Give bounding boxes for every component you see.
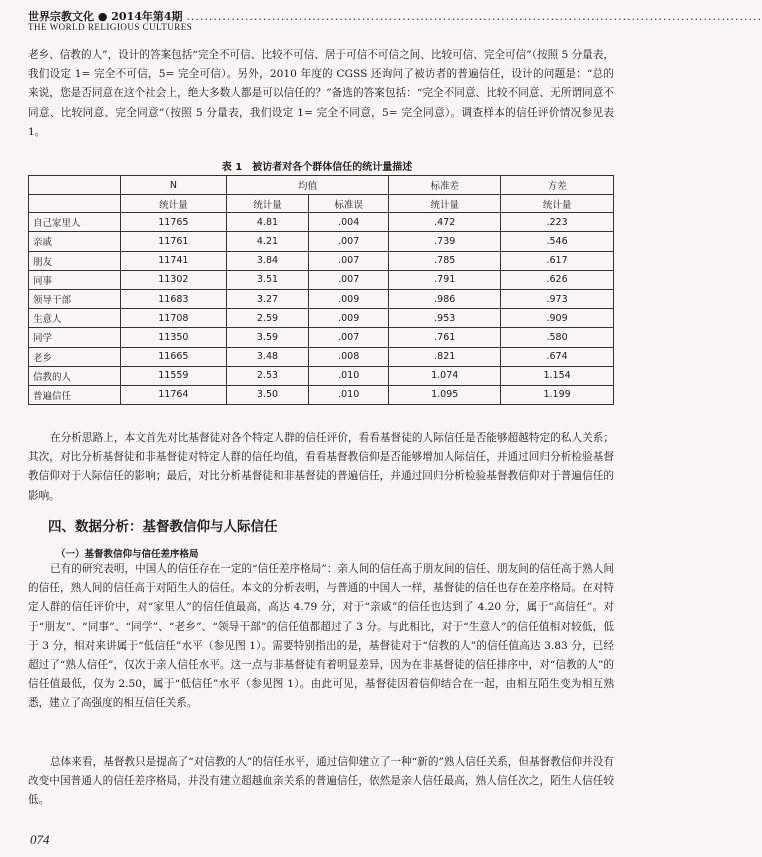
header-dots: ................................................................................................................................	[186, 10, 762, 23]
cell-var: .617	[501, 251, 614, 270]
cell-se: .009	[309, 289, 389, 308]
row-label: 自己家里人	[29, 213, 121, 232]
cell-n: 11761	[120, 232, 226, 251]
journal-english-title: THE WORLD RELIGIOUS CULTURES	[28, 22, 193, 32]
cell-sd: 1.074	[389, 366, 501, 385]
cell-var: .626	[501, 270, 614, 289]
cell-sd: 1.095	[389, 385, 501, 404]
cell-var: .580	[501, 328, 614, 347]
table-row	[29, 385, 614, 404]
cell-var: .223	[501, 213, 614, 232]
cell-sd: .953	[389, 309, 501, 328]
table-title: 表 1 被访者对各个群体信任的统计量描述	[221, 162, 413, 173]
cell-var: .973	[501, 289, 614, 308]
table-corner-cell	[29, 176, 121, 195]
body-paragraph-1: 已有的研究表明，中国人的信任存在一定的“信任差序格局”：亲人间的信任高于朋友间的信任、朋友间的信任高于熟人间的信任，熟人间的信任高于对陌生人的信任。本文的分析表明，与普通的中国人一样，基督徒的信任也存在差序格局。在对特定人群的信任评价中，对“家里人”的信任值最高，高达 4.79 分，对于“亲戚”的信任也达到了 4.20 分，属于“高信任”。对于“朋友”、“同事”、“同学”、“老乡”、“领导干部”的信任值都超过了 3 分。与此相比，对于“生意人”的信任值相对较低，低于 3 分，相对来讲属于“低信任”水平（参见图 1）。需要特别指出的是，基督徒对于“信教的人”的信任值高达 3.83 分，已经超过了“熟人信任”，仅次于亲人信任水平。这一点与非基督徒有着明显差异，因为在非基督徒的信任排序中，对“信教的人”的信任值最低，仅为 2.50，属于“低信任”水平（参见图 1）。由此可见，基督徒因着信仰结合在一起，由相互陌生变为相互熟悉，建立了高强度的相互信任关系。	[28, 563, 614, 710]
table-body	[29, 213, 614, 405]
page-number: 074	[30, 832, 50, 847]
row-label: 普遍信任	[29, 385, 121, 404]
sub-header-mean-se: 标准误	[309, 195, 389, 213]
cell-se: .009	[309, 309, 389, 328]
cell-mean: 2.53	[226, 366, 308, 385]
cell-n: 11350	[120, 328, 226, 347]
row-label: 亲戚	[29, 232, 121, 251]
col-header-variance: 方差	[501, 176, 614, 195]
table-row	[29, 328, 614, 347]
sub-header-mean-stat: 统计量	[226, 195, 308, 213]
cell-n: 11708	[120, 309, 226, 328]
cell-se: .007	[309, 232, 389, 251]
table-row	[29, 347, 614, 366]
table-row	[29, 213, 614, 232]
sub-header-n-stat: 统计量	[120, 195, 226, 213]
row-label: 信教的人	[29, 366, 121, 385]
cell-se: .007	[309, 251, 389, 270]
table-row	[29, 309, 614, 328]
col-header-n: N	[120, 176, 226, 195]
table-row	[29, 289, 614, 308]
body-paragraph-2: 总体来看，基督教只是提高了“对信教的人”的信任水平，通过信仰建立了一种“新的”熟人信任关系，但基督教信仰并没有改变中国普通人的信任差序格局，并没有建立超越血亲关系的普遍信任，依然是亲人信任最高，熟人信任次之，陌生人信任较低。	[28, 756, 614, 807]
cell-se: .007	[309, 270, 389, 289]
cell-se: .004	[309, 213, 389, 232]
analysis-paragraph: 在分析思路上，本文首先对比基督徒对各个特定人群的信任评价，看看基督徒的人际信任是否能够超越特定的私人关系；其次，对比分析基督徒和非基督徒对特定人群的信任均值，看看基督教信仰是否能够增加人际信任，并通过回归分析检验基督教信仰对于人际信任的影响；最后，对比分析基督徒和非基督徒的普遍信任，并通过回归分析检验基督教信仰对于普遍信任的影响。	[28, 432, 614, 502]
cell-var: .909	[501, 309, 614, 328]
cell-var: 1.154	[501, 366, 614, 385]
cell-n: 11765	[120, 213, 226, 232]
cell-n: 11559	[120, 366, 226, 385]
cell-n: 11665	[120, 347, 226, 366]
cell-mean: 3.59	[226, 328, 308, 347]
cell-mean: 3.27	[226, 289, 308, 308]
cell-sd: .785	[389, 251, 501, 270]
table-sub-header-row	[29, 195, 614, 213]
sub-header-corner	[29, 195, 121, 213]
intro-paragraph: 老乡、信教的人”，设计的答案包括“完全不可信、比较不可信、居于可信不可信之间、比较可信、完全可信”（按照 5 分量表，我们设定 1= 完全不可信，5= 完全可信）。另外，2010 年度的 CGSS 还询问了被访者的普遍信任，设计的问题是：“总的来说，您是否同意在这个社会上，绝大多数人都是可以信任的？”备选的答案包括：“完全不同意、比较不同意、无所谓同意不同意、比较同意、完全同意”（按照 5 分量表，我们设定 1= 完全不同意，5= 完全同意）。调查样本的信任评价情况参见表 1。	[28, 49, 614, 138]
cell-sd: .821	[389, 347, 501, 366]
cell-se: .007	[309, 328, 389, 347]
cell-var: 1.199	[501, 385, 614, 404]
cell-mean: 3.50	[226, 385, 308, 404]
cell-sd: .791	[389, 270, 501, 289]
journal-title: 世界宗教文化	[28, 10, 94, 23]
cell-sd: .739	[389, 232, 501, 251]
table-row	[29, 270, 614, 289]
subsection-title: （一）基督教信仰与信任差序格局	[56, 549, 199, 560]
sub-header-sd-stat: 统计量	[389, 195, 501, 213]
row-label: 同事	[29, 270, 121, 289]
cell-mean: 3.51	[226, 270, 308, 289]
cell-mean: 4.81	[226, 213, 308, 232]
cell-se: .008	[309, 347, 389, 366]
row-label: 老乡	[29, 347, 121, 366]
cell-sd: .472	[389, 213, 501, 232]
cell-var: .546	[501, 232, 614, 251]
header-line	[28, 8, 762, 23]
trust-statistics-table	[28, 175, 614, 405]
running-header	[28, 8, 762, 32]
section-title: 四、数据分析：基督教信仰与人际信任	[48, 519, 278, 535]
cell-var: .674	[501, 347, 614, 366]
cell-n: 11741	[120, 251, 226, 270]
row-label: 同学	[29, 328, 121, 347]
row-label: 生意人	[29, 309, 121, 328]
cell-se: .010	[309, 366, 389, 385]
sub-header-var-stat: 统计量	[501, 195, 614, 213]
cell-mean: 4.21	[226, 232, 308, 251]
cell-mean: 2.59	[226, 309, 308, 328]
row-label: 领导干部	[29, 289, 121, 308]
cell-n: 11683	[120, 289, 226, 308]
cell-n: 11764	[120, 385, 226, 404]
table-row	[29, 232, 614, 251]
table-row	[29, 251, 614, 270]
table-group-header-row	[29, 176, 614, 195]
row-label: 朋友	[29, 251, 121, 270]
cell-sd: .986	[389, 289, 501, 308]
cell-se: .010	[309, 385, 389, 404]
table-row	[29, 366, 614, 385]
cell-sd: .761	[389, 328, 501, 347]
cell-mean: 3.84	[226, 251, 308, 270]
col-header-mean: 均值	[226, 176, 388, 195]
col-header-sd: 标准差	[389, 176, 501, 195]
cell-mean: 3.48	[226, 347, 308, 366]
bullet: ●	[97, 10, 112, 23]
cell-n: 11302	[120, 270, 226, 289]
issue-label: 2014年第4期	[111, 10, 183, 23]
